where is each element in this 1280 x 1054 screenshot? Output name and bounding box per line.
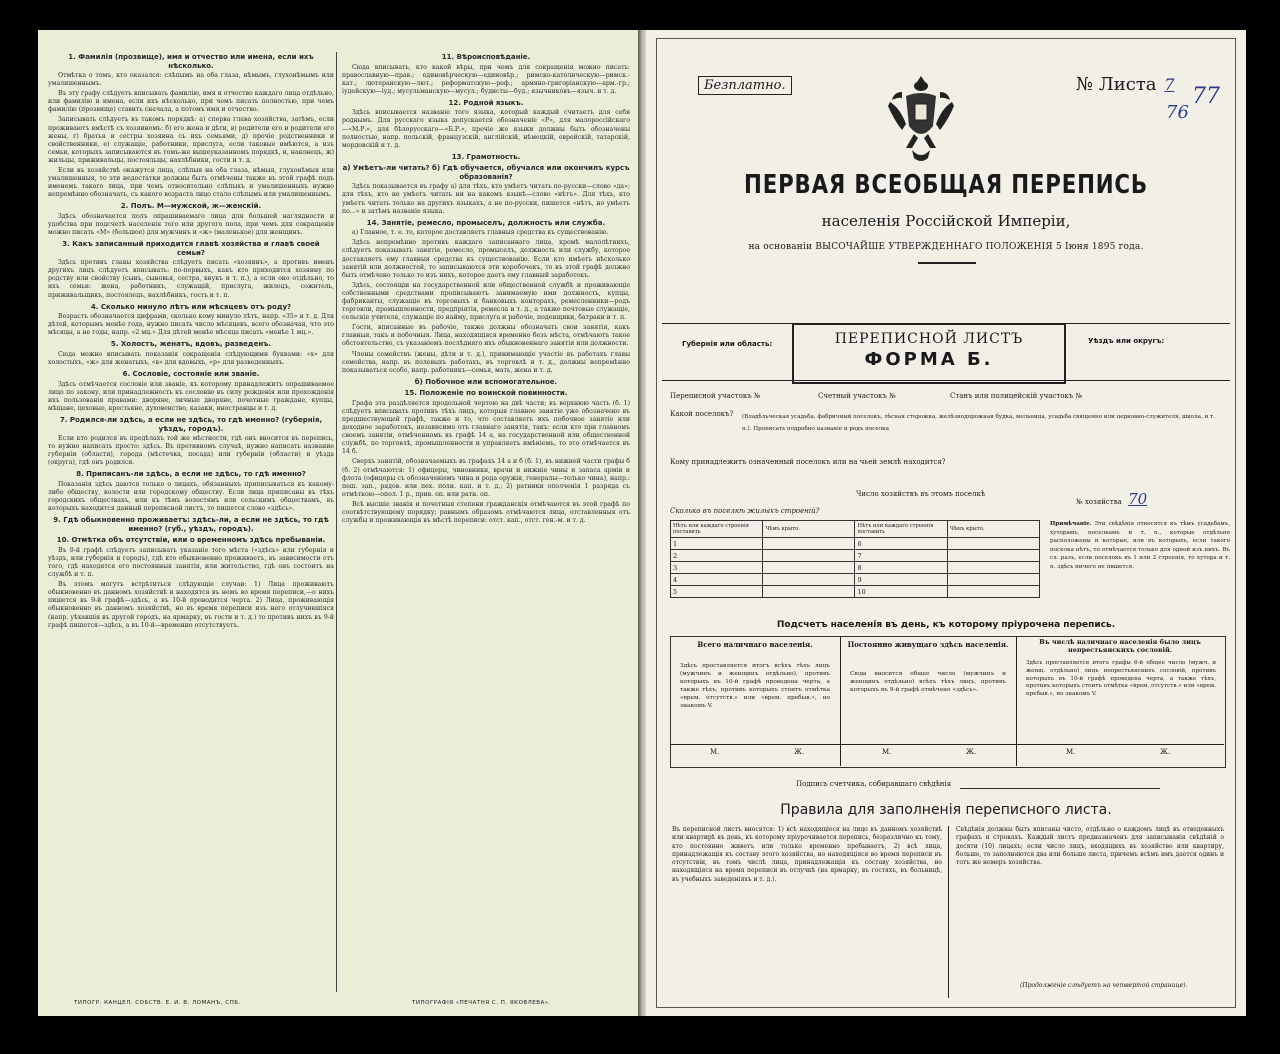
title-rule: [918, 262, 976, 264]
instruction-heading: 7. Родился-ли здѣсь, а если не здѣсь, то гдѣ именно? (губернія, уѣздъ, городъ).: [59, 416, 323, 433]
count-m-label-2: М.: [882, 748, 892, 756]
row-number: 1: [671, 538, 763, 550]
table-row: [671, 550, 1040, 562]
instruction-paragraph: Въ 9-й графѣ слѣдуетъ записывать указаніе того мѣста («здѣсь» или губернія и уѣздъ, или губернія и городъ), гдѣ кто обыкновенно проживаетъ, въ зависимости отъ того, гдѣ находятся его постоянныя занятія, или жительство, гдѣ онъ состоитъ на службѣ и т. п.: [48, 546, 334, 579]
instruction-heading: 10. Отмѣтка объ отсутствіи, или о временномъ здѣсь пребываніи.: [56, 536, 326, 545]
instruction-paragraph: Здѣсь вписывается названіе того языка, который каждый считаетъ для себя роднымъ. Для русскаго языка допускается обозначеніе «Р», для малороссійскаго—«М.Р.», для бѣлорусскаго—«Б.Р.», прочіе же языки должны быть обозначены полностью, напр. польскій, французскій, англійскій, нѣмецкій, еврейскій, татарскій, мордовскій и т. д.: [342, 109, 630, 149]
count-m-label-1: М.: [710, 748, 720, 756]
left-page: [38, 30, 638, 1016]
instruction-paragraph: Сверхъ занятій, обозначаемыхъ въ графахъ 14 а и б (б. 1), въ нижней части графы б (б. 2) отмѣчаются: 1) офицеры, чиновники, врачи и нижніе чины и запаса арміи и флота (офицеры съ обозначеніемъ чина и рода оружія, генералы—только чина), напр.: пеш. зап., рядов. или пех. поли. кап. и т. д.; 2) ратники ополченія 1 разряда съ отмѣткою—опол. 1 р., прив. оп. или ратн. оп.: [342, 458, 630, 498]
form-letter: ФОРМА Б.: [864, 349, 994, 370]
count-divider-1: [840, 636, 841, 766]
instruction-heading: а) Умѣетъ-ли читать? б) Гдѣ обучается, обучался или окончилъ курсъ образованія?: [342, 164, 630, 181]
row-number: 6: [855, 538, 947, 550]
census-title: ПЕРВАЯ ВСЕОБЩАЯ ПЕРЕПИСЬ: [744, 170, 1148, 200]
row-number: 9: [855, 574, 947, 586]
instruction-heading: 4. Сколько минуло лѣтъ или мѣсяцевъ отъ роду?: [90, 302, 292, 311]
table-row: [671, 538, 1040, 550]
instruction-paragraph: Если въ хозяйствѣ окажутся лица, слѣпыя на оба глаза, нѣмыя, глухонѣмыя или умалишенныя, то эти недостатки должны быть отмѣчены также въ этой графѣ подъ именемъ такого лица, при чемъ относительно слѣпыхъ и умалишенныхъ нужно непремѣнно обозначать, съ какого возраста лицо стало слѣпымъ или умалишеннымъ.: [48, 167, 334, 199]
instruction-heading: 2. Полъ. М—мужской, ж—женскій.: [120, 202, 262, 211]
row-number: 3: [671, 562, 763, 574]
instruction-paragraph: Здѣсь отмѣчается сословіе или званіе, къ которому принадлежитъ опрашиваемое лицо по закону, или принадлежность къ сословію въ силу рожденія или прохожденія ихъ пользованія правами: дворяне, личные дворяне, почетные граждане, купцы, мѣщане, цеховые, крестьяне, духовенство, казаки, иностранцы и т. д.: [48, 380, 334, 412]
row-number: 8: [855, 562, 947, 574]
table-row: [671, 586, 1040, 598]
settlement-hint: (Владѣльческая усадьба, фабричный поселокъ, лѣсная сторожка, желѣзнодорожная будка, мельница, усадьба священно или церковно-служителя, школа, и т. п.). Прописать подробно названіе и родъ поселка: [742, 414, 1215, 432]
instruction-heading: 13. Грамотность.: [451, 152, 521, 161]
header-rule-bottom: [662, 380, 1230, 381]
instruction-paragraph: Гости, вписанные въ рабочіе, также должны обозначать свои занятія, какъ главныя, такъ и побочныя. Лица, находящіяся временно безъ мѣста, отмѣчаютъ такое обстоятельство, съ указаніемъ послѣдняго ихъ обыкновеннаго занятія или должности.: [342, 324, 630, 348]
instruction-paragraph: Отмѣтка о томъ, кто оказался: слѣпымъ на оба глаза, нѣмымъ, глухонѣмымъ или умалишеннымъ.: [48, 72, 334, 88]
instruction-paragraph: Здѣсь показывается въ графу а) для тѣхъ, кто умѣетъ читать по-русски—слово «да»; для тѣхъ, кто не умѣетъ читать ни на какомъ языкѣ—слово «нѣтъ». Для тѣхъ, кто умѣетъ читать только на другихъ языкахъ, а не по-русски, пишется «нѣтъ, но умѣетъ по...» и затѣмъ названіе языка.: [342, 183, 630, 215]
instruction-paragraph: Всѣ высшіе званія и почетныя степени гражданскія отмѣчаются въ этой графѣ по соотвѣтствующему порядку; равнымъ образомъ отмѣчаются лица, отставленныя отъ службы и проживающія въ мѣстѣ переписи: отст. кап., отст. ген.-м. и т. д.: [342, 500, 630, 525]
double-headed-eagle-emblem: [886, 72, 956, 172]
instruction-heading: 3. Какъ записанный приходится главѣ хозяйства и главѣ своей семьи?: [62, 240, 320, 257]
buildings-note: Примѣчаніе. Эти свѣдѣнія относятся къ тѣмъ усадьбамъ, хуторамъ, поселкамъ и т. п., которые отдѣльно расположены и которые, или въ которыхъ, если такого поселка нѣтъ, то отмѣчается только для одной изъ нихъ. Въ сл. разъ, если поселокъ въ 1 или 2 строенія, то хутора и т. п. здѣсь ничего не пишется.: [1050, 521, 1231, 570]
instruction-heading: 6. Сословіе, состояніе или званіе.: [122, 370, 260, 379]
count-divider-2: [1016, 636, 1017, 766]
count-m-label-3: М.: [1066, 748, 1076, 756]
row-number: 7: [855, 550, 947, 562]
instruction-heading: 14. Занятіе, ремесло, промыселъ, должность или служба.: [366, 218, 606, 227]
count-zh-label-2: Ж.: [966, 748, 977, 756]
row-number: 4: [671, 574, 763, 586]
instruction-paragraph: Если кто родился въ предѣлахъ той же мѣстности, гдѣ онъ вносится въ перепись, то нужно написать просто: здѣсь. Въ противномъ случаѣ, нужно написать название губерніи (области), города (мѣстечка, посада) или губерніи (области) и уѣзда (округа), гдѣ онъ родился.: [48, 435, 334, 467]
count-zh-label-1: Ж.: [794, 748, 805, 756]
table-cell: [763, 538, 855, 550]
building-column-header: Нѣтъ или каждаго строенія поставить: [671, 521, 763, 538]
table-cell: [763, 550, 855, 562]
counter-signature-label: Подпись счетчика, собиравшаго свѣдѣнія: [796, 780, 952, 788]
book-spine: [638, 30, 646, 1016]
instruction-paragraph: Здѣсь обозначается полъ опрашиваемаго лица для большей наглядности и удобства при подсчетѣ населенія того или другого пола, при чемъ для сокращенія можно писать «М» (большое) для мужчинъ и «ж» (маленькое) для женщинъ.: [48, 212, 334, 237]
stan-label: Станъ или полицейскій участокъ №: [950, 392, 1083, 400]
guberniya-label: Губернія или область:: [682, 340, 773, 348]
buildings-table: [670, 520, 1040, 598]
right-page: [646, 30, 1246, 1016]
instruction-paragraph: Въ этомъ могутъ встрѣтиться слѣдующіе случаи: 1) Лица проживаютъ обыкновенно въ данномъ хозяйствѣ и находятся въ немъ во время переписи,—о нихъ пишется въ 9-й графѣ—здѣсь, а въ 10-й проводится черта. 2) Лица, проживающія обыкновенно въ данномъ хозяйствѣ, но въ время переписи изъ него отлучившіяся (напр. уѣхавшія въ другой городъ, на ярмарку, въ гости и т. д.) то противъ нихъ въ 9-й графѣ пишется—здѣсь, а въ 10-й—временно отсутствуетъ.: [48, 581, 334, 629]
settlement-label: Какой поселокъ?: [670, 410, 734, 418]
instruction-heading: 9. Гдѣ обыкновенно проживаетъ: здѣсь-ли, а если не здѣсь, то гдѣ именно? (губ., уѣздъ, городъ).: [53, 516, 329, 533]
instruction-heading: 11. Вѣроисповѣданіе.: [441, 53, 531, 61]
rules-column-2: Свѣдѣнія должны быть вписаны чисто, отдѣльно о каждомъ лицѣ въ отведенныхъ графахъ и строкахъ. Каждый листъ предназначенъ для записыванія свѣдѣній о десяти (10) лицахъ; если число лицъ, входящихъ въ хозяйство или квартиру, больше, то заполняются два или больше листа, причемъ всѣмъ имъ дается одинъ и тотъ же номеръ хозяйства.: [956, 826, 1224, 867]
sheet-number-label: № Листа 7: [1076, 74, 1175, 95]
instruction-paragraph: Графа эта раздѣляется продольной чертою на двѣ части; въ верхнюю часть (б. 1) слѣдуетъ вписывать противъ тѣхъ лицъ, которыя главное занятіе уже обозначено въ предшествующей графѣ, также и то, что составляетъ ихъ побочное занятіе или доходное заработокъ, независимо отъ главнаго занятія, такъ: если кто при главномъ своемъ занятіи, отмѣченномъ въ графѣ 14 а, на государственной или общественной службѣ, по торговлѣ, промышленности и управляетъ имѣніемъ, то это отмѣчается въ 14 б.: [342, 399, 630, 456]
instruction-paragraph: Сюда вписывать, кто какой вѣры, при чемъ для сокращенія можно писать: православную—прав.; единовѣрческую—единовѣр.; римско-католическую—римск.-кат.; лютеранскую—лют.; реформатскую—реф.; армяно-григоріанскую—арм.-гр.; іудейскую—іуд.; мусульманскую—мусул.; будисты—буд.; язычниковъ—языч. и т. д.: [342, 63, 630, 95]
counter-district-label: Счетный участокъ №: [818, 392, 896, 400]
buildings-label: Сколько въ поселкѣ жилыхъ строеній?: [670, 507, 820, 515]
population-count-heading: Подсчетъ населенія въ день, къ которому пріурочена перепись.: [776, 620, 1116, 630]
permanent-population-note: Сюда вносится общее число (мужчинъ и женщинъ отдѣльно) всѣхъ тѣхъ лицъ, противъ которыхъ въ 9-й графѣ отмѣчено «здѣсь».: [850, 671, 1006, 693]
handwritten-household-number: 70: [1128, 490, 1148, 508]
row-number: 5: [671, 586, 763, 598]
signature-line: [960, 788, 1160, 789]
row-number: 2: [671, 550, 763, 562]
instruction-heading: 5. Холостъ, женатъ, вдовъ, разведенъ.: [110, 340, 272, 349]
table-cell: [763, 586, 855, 598]
table-cell: [763, 574, 855, 586]
instruction-paragraph: Здѣсь, состоящіи на государственной или общественной службѣ и проживающіе собственными средствами прописываютъ занимаемую ими должность, купцы, фабриканты, служащіе въ торговыхъ и банковыхъ конторахъ, ремесленники—родъ торговли, промышленности, предпріятія, ремесла и т. д., а также почтовые служащіе, сельскіе учителя, служащіе по найму, прислуга и рабочіе, поденщики, батраки и т. п.: [342, 281, 630, 322]
rules-column-1: Въ переписной листъ вносятся: 1) всѣ находящіеся на лицо въ данномъ хозяйствѣ или квартирѣ въ день, къ которому пріурочивается перепись, безразлично къ тому, кто постоянно живетъ или только временно пребываетъ, 2) всѣ лица, принадлежащія къ составу этого хозяйства, но находящіяся во время переписи въ отсутствіи, въ томъ числѣ лица, принадлежащія къ составу хозяйства, но находящіяся на время переписи въ отлучкѣ (на ярмарку, въ гостяхъ, въ больницѣ, въ учебныхъ заведеніяхъ и т. д.).: [672, 826, 942, 883]
handwritten-sheet-number: 7: [1164, 75, 1175, 94]
instruction-heading: б) Побочное или вспомогательное.: [414, 377, 558, 386]
rules-heading: Правила для заполненія переписного листа.: [780, 802, 1112, 818]
table-cell: [947, 586, 1039, 598]
instruction-paragraph: Возрастъ обозначается цифрами, сколько кому минуло лѣтъ, напр. «35» и т. д. Для дѣтей, которымъ менѣе года, нужно писать число мѣсяцевъ, всего обозначая, что это мѣсяцы, а не годы, напр. «2 мц.» Для дѣтей менѣе мѣсяца писать «менѣе 1 мц.».: [48, 313, 334, 337]
roof-column-header: Чѣмъ крыто.: [947, 521, 1039, 538]
column-divider: [336, 52, 337, 992]
instruction-heading: 15. Положеніе по воинской повинности.: [404, 389, 568, 398]
table-cell: [947, 574, 1039, 586]
instruction-heading: 1. Фамилія (прозвище), имя и отчество или имена, если ихъ нѣсколько.: [68, 53, 314, 70]
rules-divider: [948, 826, 949, 998]
free-label: Безплатно.: [698, 76, 792, 95]
non-peasant-note: Здѣсь проставляется итогъ графы 6-й общее число (мужч. и женщ. отдѣльно) лицъ непрестьянскихъ сословій, противъ которыхъ въ 10-й графѣ проведена черта, а также тѣхъ, противъ которыхъ стоитъ отмѣтка «врем. отсутств.» или «врем. пребыв.», но знакомъ V.: [1026, 660, 1216, 698]
instruction-paragraph: Здѣсь непремѣнно противъ каждаго записаннаго лица, кромѣ малолѣтнихъ, слѣдуетъ показывать занятіе, ремесло, промыселъ, должность или службу, которое доставляетъ ему главныя средства къ существованію. Если кто имѣетъ нѣсколько занятій или должностей, то записываются эти коробочекъ, то въ этой графѣ должно быть отмѣчено только то изъ нихъ, которое даетъ ему главный заработокъ.: [342, 239, 630, 279]
instruction-paragraph: Сюда можно вписывать показанія сокращенія слѣдующими буквами: «х» для холостыхъ, «ж» для женатыхъ, «в» для вдовыхъ, «р» для разведенныхъ.: [48, 350, 334, 367]
form-name: ПЕРЕПИСНОЙ ЛИСТЪ: [834, 331, 1024, 347]
census-district-label: Переписной участокъ №: [670, 392, 761, 400]
left-column-1: [48, 50, 334, 632]
roof-column-header: Чѣмъ крыто.: [763, 521, 855, 538]
instruction-paragraph: а) Главное, т. е. то, которое доставляетъ главныя средства къ существованію.: [352, 229, 609, 237]
handwritten-folio-b: 77: [1192, 84, 1220, 109]
total-population-heading: Всего наличнаго населенія.: [697, 640, 813, 649]
table-cell: [763, 562, 855, 574]
row-number: 10: [855, 586, 947, 598]
household-number-label: № хозяйства 70: [1076, 490, 1148, 508]
instruction-paragraph: Члены семействъ (жены, дѣти и т. д.), принимающіе участіе въ работахъ главы семейства, напр. въ полевыхъ работахъ, въ торговлѣ и т. д., должны непремѣнно показываться особо, напр. работникъ—семья, мать, жена и т. д.: [342, 350, 630, 374]
printer-footer-right: ТИПОГРАФІЯ «ПЕЧАТНЯ С. П. ЯКОВЛЕВА».: [412, 1000, 551, 1006]
households-count-label: Число хозяйствъ въ этомъ поселкѣ: [856, 490, 986, 498]
instruction-paragraph: Здѣсь противъ главы хозяйства слѣдуетъ писать «хозяинъ», а противъ именъ другихъ лицъ слѣдуетъ вписывать: по-первыхъ, какъ кто приходится хозяину по родству или свойству (сынъ, сыновья, сестра, внукъ и т. п.), а если оно отдѣльно, то ихъ семьи: жена, работникъ, служащій, прислуга, жилецъ, сожитель, приживальщикъ, постоялецъ, нахлѣбникъ, гость и т. п.: [48, 259, 334, 299]
building-column-header: Нѣтъ или каждаго строенія поставить: [855, 521, 947, 538]
owner-label: Кому принадлежитъ означенный поселокъ или на чьей землѣ находится?: [670, 458, 946, 466]
instruction-heading: 12. Родной языкъ.: [448, 98, 524, 107]
table-row: [671, 574, 1040, 586]
instruction-paragraph: Показанія здѣсь даются только о лицахъ, обязанныхъ приписываться къ какому-либо обществу, волости или городскому обществу. Если лица приписаны въ тѣхъ городскихъ обществахъ, или къ тѣмъ волостямъ или сельскимъ обществамъ, въ которыхъ находится данный переписной листъ, то пишется слово «здѣсь».: [48, 480, 334, 513]
left-column-2: [342, 50, 630, 527]
instruction-heading: 8. Приписанъ-ли здѣсь, а если не здѣсь, то гдѣ именно?: [76, 470, 306, 479]
total-population-note: Здѣсь проставляется итогъ всѣхъ тѣхъ лицъ (мужчинъ и женщинъ отдѣльно), противъ которыхъ въ 10-й графѣ проведена черта, а также тѣхъ, противъ которыхъ стоитъ отмѣтка «врем. отсутств.» или «врем. пребыв.», но знакомъ V.: [680, 663, 830, 709]
handwritten-folio-a: 76: [1166, 102, 1189, 123]
table-cell: [947, 550, 1039, 562]
non-peasant-heading: Въ числѣ наличнаго населенія было лицъ непрестьянскихъ сословій.: [1039, 638, 1201, 654]
rules-continuation-note: (Продолженіе слѣдуетъ на четвертой странице).: [1020, 982, 1188, 989]
count-zh-label-3: Ж.: [1160, 748, 1171, 756]
census-authority-line: на основаніи ВЫСОЧАЙШЕ УТВЕРЖДЕННАГО ПОЛОЖЕНІЯ 5 Іюня 1895 года.: [748, 242, 1144, 252]
table-cell: [947, 562, 1039, 574]
permanent-population-heading: Постоянно живущаго здѣсь населенія.: [847, 640, 1009, 649]
form-title-box: [792, 323, 1066, 384]
table-row: [671, 562, 1040, 574]
table-cell: [947, 538, 1039, 550]
printer-footer-left: ТИПОГР. КАНЦЕЛ. СОБСТВ. Е. И. В. ЛОМАНЪ, СПБ.: [74, 1000, 241, 1006]
instruction-paragraph: Записывать слѣдуетъ въ такомъ порядкѣ: а) сперва глава хозяйства, затѣмъ, если проживаютъ вмѣстѣ съ хозяиномъ: б) его жена и дѣти, в) родители его и родители его жены, г) братья и сестры хозяина съ ихъ семьями, д) прочіе родственники и свойственники, е) служащіе, работники, прислуга, если таковые имѣются, а изъ семьи, которыхъ записываются въ томъ-же вышеуказанномъ порядкѣ, и, наконецъ, ж) жильцы, приживальцы, постояльцы, нахлѣбники, гости и т. д.: [48, 116, 334, 164]
census-subtitle: населенія Россійской Имперіи,: [821, 212, 1071, 230]
uezd-label: Уѣздъ или округъ:: [1088, 337, 1165, 345]
count-rule: [670, 744, 1224, 745]
instruction-paragraph: Въ эту графу слѣдуетъ вписывать фамилію, имя и отчество каждаго лица отдѣльно, или фамилію и имена, если ихъ нѣсколько, при чемъ писать полностью, при чемъ фамилію (прозвище) ставить сначала, а потомъ имя и отчество.: [48, 90, 334, 114]
